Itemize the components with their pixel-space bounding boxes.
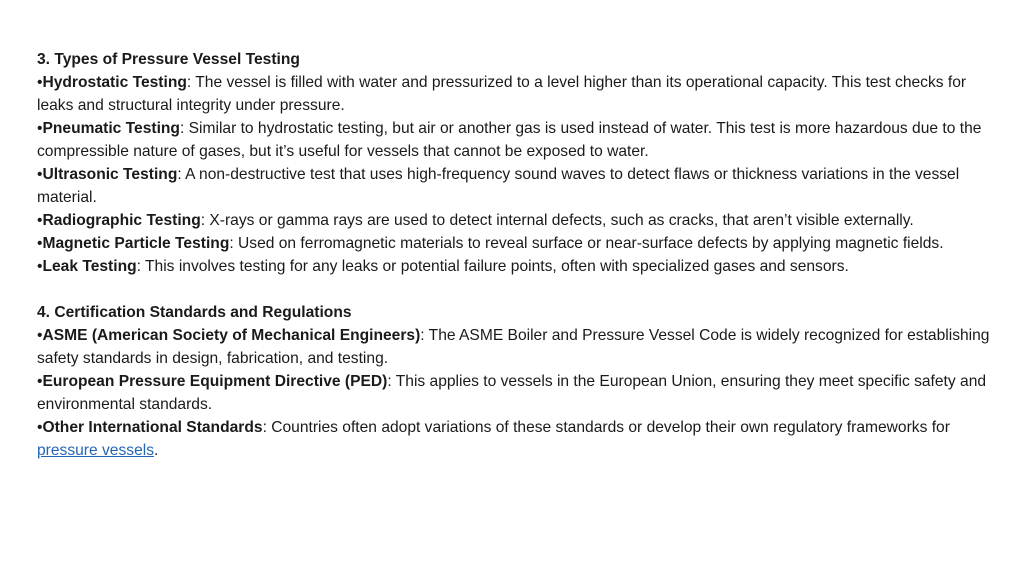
item-term: Other International Standards — [42, 419, 263, 436]
list-item-asme — [37, 324, 1002, 370]
section-4-heading: 4. Certification Standards and Regulations — [37, 304, 352, 321]
bullet: • — [37, 373, 43, 390]
item-term: Ultrasonic Testing — [42, 166, 178, 183]
item-text: : The ASME Boiler and Pressure Vessel Code is widely recognized for establishing safety standards in design, fabrication, and testing. — [37, 327, 990, 367]
item-term: Leak Testing — [42, 258, 137, 275]
list-item-hydrostatic — [37, 71, 1002, 117]
item-text: : This applies to vessels in the European Union, ensuring they meet specific safety and environmental standards. — [37, 373, 987, 413]
item-term: Pneumatic Testing — [42, 120, 180, 137]
section-spacer — [37, 278, 1002, 301]
item-text: : X-rays or gamma rays are used to detect internal defects, such as cracks, that aren’t visible externally. — [200, 212, 914, 229]
section-3-heading: 3. Types of Pressure Vessel Testing — [37, 51, 300, 68]
bullet: • — [37, 74, 43, 91]
item-text: : Used on ferromagnetic materials to reveal surface or near-surface defects by applying magnetic fields. — [229, 235, 944, 252]
item-text-end: . — [154, 442, 159, 459]
bullet: • — [37, 212, 43, 229]
list-item-magnetic-particle — [37, 232, 1002, 255]
item-text: : Countries often adopt variations of these standards or develop their own regulatory frameworks for — [262, 419, 950, 436]
list-item-radiographic — [37, 209, 1002, 232]
pressure-vessels-link[interactable]: pressure vessels — [37, 442, 154, 459]
item-text: : This involves testing for any leaks or potential failure points, often with specialized gases and sensors. — [136, 258, 849, 275]
bullet: • — [37, 419, 43, 436]
bullet: • — [37, 120, 43, 137]
bullet: • — [37, 258, 43, 275]
bullet: • — [37, 166, 43, 183]
item-text: : The vessel is filled with water and pressurized to a level higher than its operational capacity. This test checks for leaks and structural integrity under pressure. — [37, 74, 967, 114]
item-term: Hydrostatic Testing — [42, 74, 187, 91]
slide-content — [37, 48, 1002, 462]
list-item-ultrasonic — [37, 163, 1002, 209]
item-term: ASME (American Society of Mechanical Engineers) — [42, 327, 421, 344]
item-text: : Similar to hydrostatic testing, but air or another gas is used instead of water. This test is more hazardous due to the compressible nature of gases, but it’s useful for vessels that cannot be exposed to water. — [37, 120, 982, 160]
item-term: Magnetic Particle Testing — [42, 235, 230, 252]
item-text: : A non-destructive test that uses high-frequency sound waves to detect flaws or thickness variations in the vessel material. — [37, 166, 960, 206]
item-term: Radiographic Testing — [42, 212, 201, 229]
list-item-ped — [37, 370, 1002, 416]
bullet: • — [37, 235, 43, 252]
bullet: • — [37, 327, 43, 344]
list-item-pneumatic — [37, 117, 1002, 163]
list-item-other-standards — [37, 416, 1002, 462]
list-item-leak — [37, 255, 1002, 278]
item-term: European Pressure Equipment Directive (PED) — [42, 373, 388, 390]
